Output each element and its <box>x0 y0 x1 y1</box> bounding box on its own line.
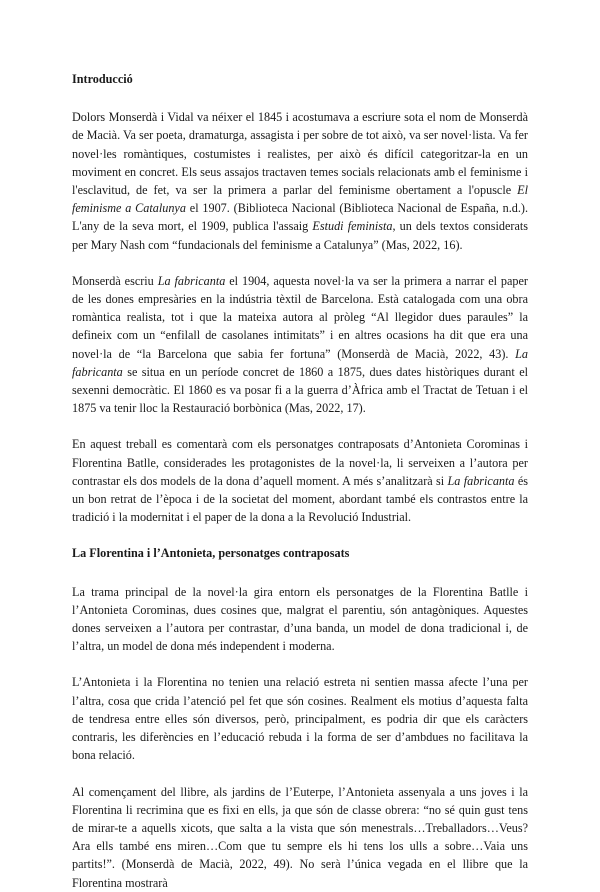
text-run: Monserdà escriu <box>72 273 158 288</box>
italic-title: El feminisme a Catalunya <box>72 183 528 216</box>
paragraph-intro-2 <box>72 272 528 418</box>
text-run: és un bon retrat de l’època i de la societat del moment, abordant també els contrastos entre la tradició i la modernitat i el paper de la dona a la Revolució Industrial. <box>72 473 528 525</box>
paragraph-intro-3 <box>72 435 528 526</box>
paragraph-personatges-2: L’Antonieta i la Florentina no tenien una relació estreta ni sentien massa afecte l’una per l’altra, cosa que crida l’atenció pel fet que són cosines. Realment els motius d’aquesta falta de tendresa entre elles són diversos, però, principalment, es podria dir que els caràcters contraris, les diferències en l’educació rebuda i la forma de ser d’ambdues no facilitava la bona relació. <box>72 675 528 763</box>
text-run: , un dels textos considerats per Mary Nash com “fundacionals del feminisme a Catalunya” (Mas, 2022, 16). <box>72 219 528 252</box>
text-run: Dolors Monserdà i Vidal va néixer el 1845 i acostumava a escriure sota el nom de Monserdà de Macià. Va ser poeta, dramaturga, assagista i per sobre de tot això, va ser novel·lista. Va fer novel·les romàntiques, costumistes i realistes, per això és difícil categoritzar-la en un moviment en concret. Els seus assajos tractaven temes socials relacionats amb el feminisme i l'esclavitud, de fet, va ser la primera a parlar del feminisme obertament a l'opuscle <box>72 110 528 198</box>
italic-title: Estudi feminista <box>312 219 393 234</box>
paragraph-intro-1 <box>72 108 528 254</box>
italic-title: La fabricanta <box>447 473 515 488</box>
text-run: se situa en un període concret de 1860 a 1875, dues dates històriques durant el sexenni democràtic. El 1860 es va posar fi a la guerra d’Àfrica amb el Tractat de Tetuan i el 1875 va tenir lloc la Restauració borbònica (Mas, 2022, 17). <box>72 364 528 416</box>
italic-title: La fabricanta <box>157 273 226 288</box>
section-heading-personatges: La Florentina i l’Antonieta, personatges contraposats <box>72 546 350 561</box>
paragraph-personatges-3: Al començament del llibre, als jardins de l’Euterpe, l’Antonieta assenyala a uns joves i la Florentina li recrimina que es fixi en ells, ja que són de classe obrera: “no sé quin gust tens de mirar-te a aquells xicots, que salta a la vista que són menestrals…Treballadors…Veus? Ara ells també ens miren…Com que tu sempre els hi tens los ulls a sobre…Vaia uns partits!”. (Monserdà de Macià, 2022, 49). No serà l’única vegada en el llibre que la Florentina mostrarà <box>72 784 528 890</box>
section-heading-introduccio: Introducció <box>72 72 133 86</box>
text-run: el 1907. (Biblioteca Nacional (Biblioteca Nacional de España, n.d.). L'any de la seva mort, el 1909, publica l'assaig <box>72 201 529 234</box>
paragraph-personatges-1: La trama principal de la novel·la gira entorn els personatges de la Florentina Batlle i l’Antonieta Corominas, dues cosines que, malgrat el parentiu, són antagòniques. Aquestes dones serveixen a l’autora per contrastar, d’una banda, un model de dona tradicional i, de l’altra, un model de dona més independent i moderna. <box>72 584 528 654</box>
text-run: el 1904, aquesta novel·la va ser la primera a narrar el paper de les dones empresàries en la indústria tèxtil de Barcelona. Està catalogada com una obra romàntica realista, tot i que la mateixa autora al pròleg “Al llegidor dues paraules” la defineix com un “enfilall de casolanes intimitats” i en altres ocasions ha dit que era una novel·la de “la Barcelona que sabia fer fortuna” (Monserdà de Macià, 2022, 43). <box>72 273 528 361</box>
text-run: En aquest treball es comentarà com els personatges contraposats d’Antonieta Corominas i Florentina Batlle, considerades les protagonistes de la novel·la, li serveixen a l’autora per contrastar els dos models de la dona d’aquell moment. A més s’analitzarà si <box>72 437 528 488</box>
italic-title: La fabricanta <box>72 346 528 379</box>
